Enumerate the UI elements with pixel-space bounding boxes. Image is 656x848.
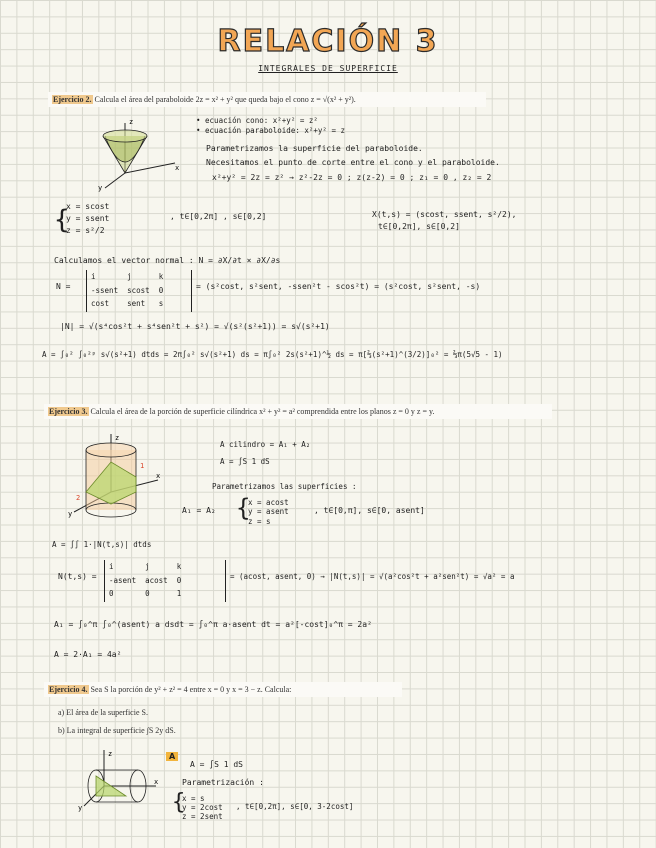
brace-icon: { [172,790,186,815]
total-area: A = 2·A₁ = 4a² [54,650,122,659]
paraboloid-cone-diagram [95,118,180,193]
axis-label-y: y [78,804,83,812]
param-z: z = s [248,517,271,526]
area-integral: A = ∫₀² ∫₀²ᵖ s√(s²+1) dtds = 2π∫₀² s√(s²+1) ds = π∫₀² 2s(s²+1)^½ ds = π[⅔(s²+1)^(3/2)]₀² = ⅔π(5√5 - 1) [42,350,503,359]
exercise-3-statement [44,404,552,419]
ej2-text-2: Necesitamos el punto de corte entre el cono y el paraboloide. [206,158,500,167]
axis-label-y: y [68,510,73,518]
param-vector: X(t,s) = (scost, ssent, s²/2), [372,210,517,219]
axis-label-z: z [115,434,120,442]
region-label-2: 2 [76,494,81,502]
normal-vector-text: Calculamos el vector normal : N = ∂X/∂t × ∂X/∂s [54,256,281,265]
exercise-4-item-a: a) El área de la superficie S. [58,708,148,717]
det-row-1: i j k [91,272,164,281]
axis-label-x: x [154,778,159,786]
exercise-3-label: Ejercicio 3. [49,407,88,416]
param-x: x = acost [248,498,289,507]
determinant-matrix [86,270,192,312]
area-definition: A = ∫S 1 dS [190,760,243,769]
axis-label-y: y [98,184,103,192]
param-vector-domain: t∈[0,2π], s∈[0,2] [378,222,460,231]
axis-label-x: x [175,164,180,172]
page-title: RELACIÓN 3 [217,24,439,59]
exercise-3-text: Calcula el área de la porción de superficie cilíndrica x² + y² = a² comprendida entre los planos z = 0 y z = y. [90,407,435,416]
param-z: z = 2sent [182,812,223,821]
param-domain: , t∈[0,2π] , s∈[0,2] [170,212,267,221]
exercise-4-text: Sea S la porción de y² + z² = 4 entre x = 0 y x = 3 − z. Calcula: [90,685,292,694]
paraboloid-equation: • ecuación paraboloide: x²+y² = z [196,126,346,135]
param-y: y = ssent [66,214,110,223]
cylinder-diagram [66,432,166,522]
param-x: x = scost [66,202,110,211]
param-domain: , t∈[0,π], s∈[0, asent] [314,506,425,515]
det-row-2: -ssent scost 0 [91,286,164,295]
exercise-4-label: Ejercicio 4. [49,685,88,694]
det-row-3: cost sent s [91,299,164,308]
area-equality: A₁ = A₂ [182,506,216,515]
param-z: z = s²/2 [66,226,105,235]
exercise-4-statement [44,682,402,697]
page-subtitle: INTEGRALES DE SUPERFICIE [258,64,398,73]
param-y: y = 2cost [182,803,223,812]
area-definition: A = ∫S 1 dS [220,457,270,466]
horizontal-cylinder-diagram [66,748,161,813]
ej2-text-1: Parametrizamos la superficie del paraboloide. [206,144,423,153]
axis-label-z: z [108,750,113,758]
cone-equation: • ecuación cono: x²+y² = z² [196,116,318,125]
normal-lhs: N(t,s) = [58,572,97,581]
det-row-1: i j k [109,562,182,571]
brace-icon: { [54,205,70,235]
part-a-badge: A [166,752,178,761]
cylinder-area-sum: A cilindro = A₁ + A₂ [220,440,311,449]
region-label-1: 1 [140,462,145,470]
axis-label-x: x [156,472,161,480]
a1-integral: A₁ = ∫₀^π ∫₀^(asent) a dsdt = ∫₀^π a·asent dt = a²[-cost]₀^π = 2a² [54,620,372,629]
parametrize-text: Parametrizamos las superficies : [212,482,357,491]
normal-result: = (s²cost, s²sent, -ssen²t - scos²t) = (s²cost, s²sent, -s) [196,282,481,291]
determinant-matrix [104,560,226,602]
param-x: x = s [182,794,205,803]
normal-norm: |N| = √(s⁴cos²t + s⁴sen²t + s²) = √(s²(s²+1)) = s√(s²+1) [60,322,330,331]
param-domain: , t∈[0,2π], s∈[0, 3-2cost] [236,802,354,811]
area-integral-def: A = ∫∫ 1·|N(t,s)| dtds [52,540,152,549]
det-row-2: -asent acost 0 [109,576,182,585]
normal-lhs: N = [56,282,71,291]
axis-label-z: z [129,118,134,126]
brace-icon: { [236,494,251,522]
exercise-2-label: Ejercicio 2. [53,95,92,104]
exercise-2-text: Calcula el área del paraboloide 2z = x² + y² que queda bajo el cono z = √(x² + y²). [94,95,356,104]
param-y: y = asent [248,507,289,516]
parametrization-title: Parametrización : [182,778,264,787]
ej2-intersection: x²+y² = 2z = z² → z²-2z = 0 ; z(z-2) = 0 ; z₁ = 0 , z₂ = 2 [212,173,492,182]
normal-result: = (acost, asent, 0) → |N(t,s)| = √(a²cos²t + a²sen²t) = √a² = a [230,572,515,581]
exercise-2-statement [48,92,486,107]
det-row-3: 0 0 1 [109,589,182,598]
exercise-4-item-b: b) La integral de superficie ∫S 2y dS. [58,726,176,735]
